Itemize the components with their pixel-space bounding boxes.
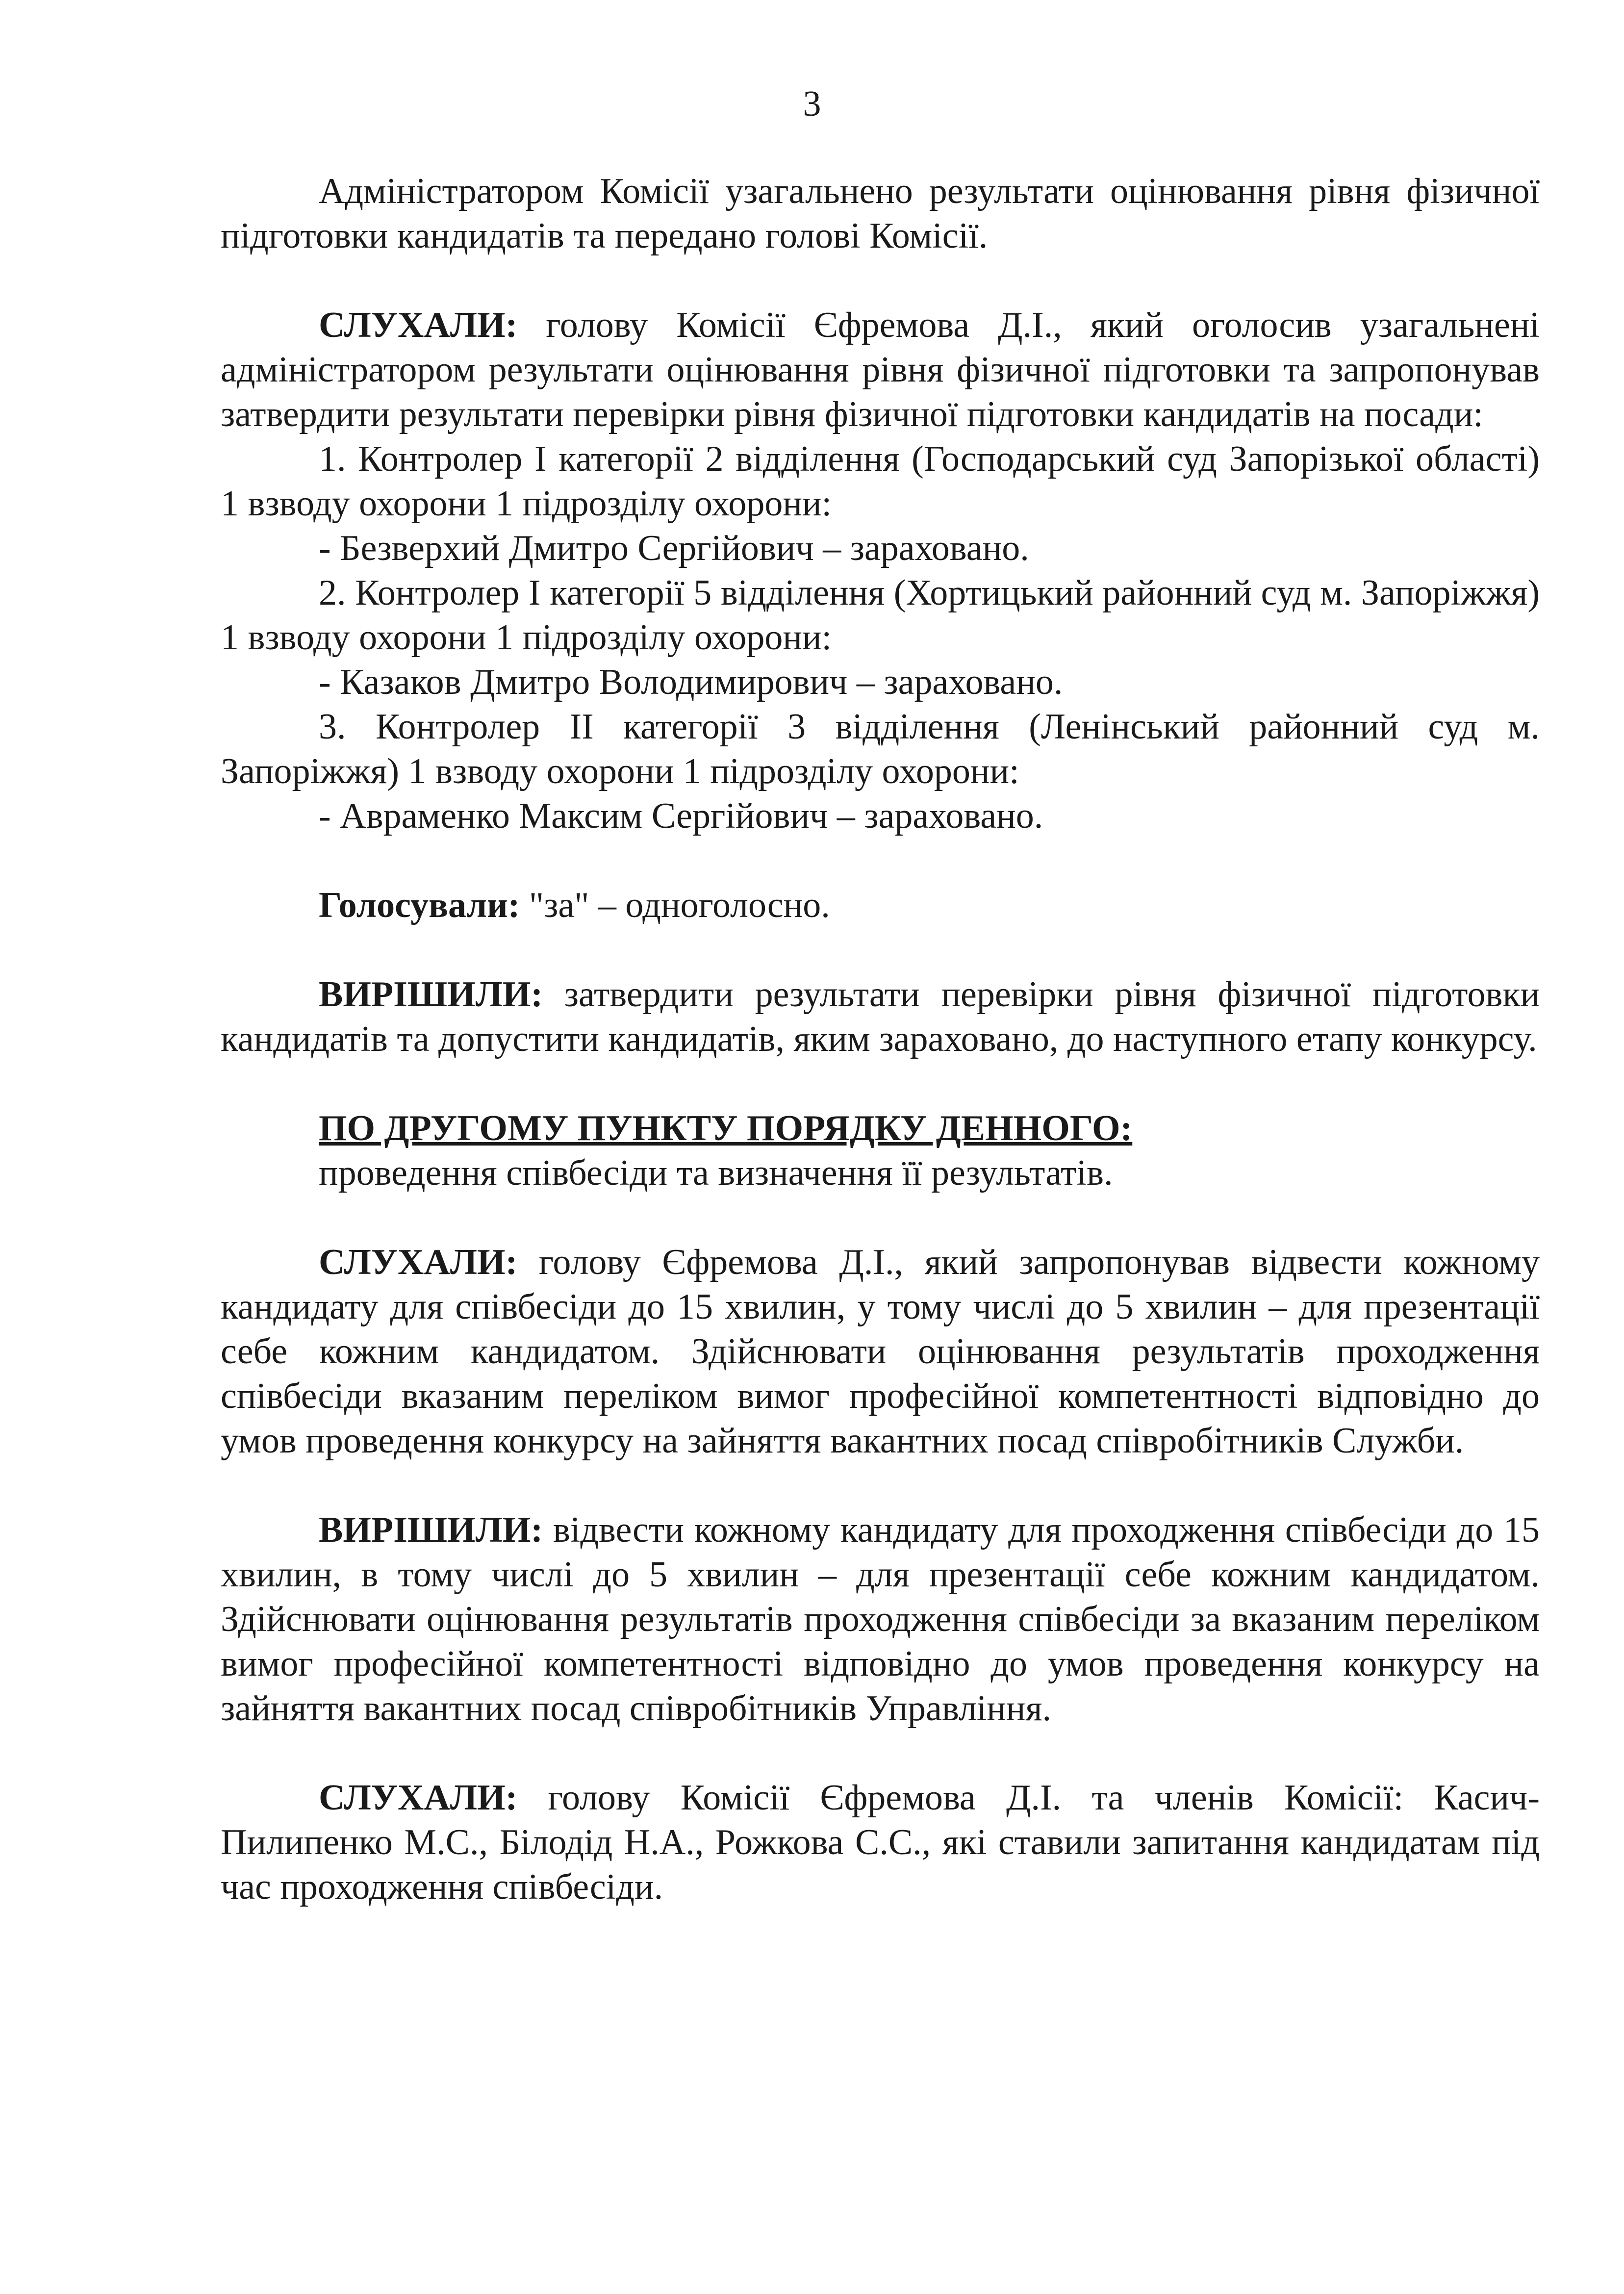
paragraph-heard-2 xyxy=(221,1240,1540,1463)
list-item-result: - Авраменко Максим Сергійович – зараховано. xyxy=(319,796,1043,836)
label-heard: СЛУХАЛИ: xyxy=(319,305,518,345)
heard-1-text: голову Комісії Єфремова Д.І., який оголосив узагальнені адміністратором результати оцінювання рівня фізичної підготовки та запропонував затвердити результати перевірки рівня фізичної підготовки кандидатів на посади: xyxy=(221,305,1540,434)
list-item-position: 2. Контролер І категорії 5 відділення (Хортицький районний суд м. Запоріжжя) 1 взводу охорони 1 підрозділу охорони: xyxy=(221,573,1540,658)
list-item-result: - Безверхий Дмитро Сергійович – зараховано. xyxy=(319,528,1029,568)
paragraph-heard-3 xyxy=(221,1776,1540,1910)
vote-text: "за" – одноголосно. xyxy=(520,885,830,925)
list-item-position: 3. Контролер ІІ категорії 3 відділення (Ленінський районний суд м. Запоріжжя) 1 взводу охорони 1 підрозділу охорони: xyxy=(221,707,1540,791)
label-vote: Голосували: xyxy=(319,885,520,925)
paragraph-heard-1 xyxy=(221,303,1540,437)
label-decided: ВИРІШИЛИ: xyxy=(319,974,543,1015)
page-number: 3 xyxy=(803,84,821,124)
paragraph-vote xyxy=(221,883,1540,928)
list-item-position: 1. Контролер І категорії 2 відділення (Господарський суд Запорізької області) 1 взводу охорони 1 підрозділу охорони: xyxy=(221,439,1540,524)
label-heard: СЛУХАЛИ: xyxy=(319,1778,518,1818)
document-body xyxy=(221,169,1540,1910)
paragraph-admin-summary: Адміністратором Комісії узагальнено результати оцінювання рівня фізичної підготовки кандидатів та передано голові Комісії. xyxy=(221,171,1540,256)
agenda-text: проведення співбесіди та визначення її результатів. xyxy=(319,1153,1113,1193)
paragraph-decided-2 xyxy=(221,1508,1540,1731)
list-item-result: - Казаков Дмитро Володимирович – зараховано. xyxy=(319,662,1063,702)
decided-1-text: затвердити результати перевірки рівня фізичної підготовки кандидатів та допустити кандидатів, яким зараховано, до наступного етапу конкурсу. xyxy=(221,974,1540,1059)
heard-3-text: голову Комісії Єфремова Д.І. та членів Комісії: Касич-Пилипенко М.С., Білодід Н.А., Рожкова С.С., які ставили запитання кандидатам під час проходження співбесіди. xyxy=(221,1778,1540,1907)
paragraph-decided-1 xyxy=(221,972,1540,1062)
heard-2-text: голову Єфремова Д.І., який запропонував відвести кожному кандидату для співбесіди до 15 хвилин, у тому числі до 5 хвилин – для презентації себе кожним кандидатом. Здійснювати оцінювання результатів проходження співбесіди вказаним переліком вимог професійної компетентності відповідно до умов проведення конкурсу на зайняття вакантних посад співробітників Служби. xyxy=(221,1242,1540,1461)
label-heard: СЛУХАЛИ: xyxy=(319,1242,518,1282)
agenda-heading: ПО ДРУГОМУ ПУНКТУ ПОРЯДКУ ДЕННОГО: xyxy=(319,1108,1133,1148)
label-decided: ВИРІШИЛИ: xyxy=(319,1510,543,1550)
decided-2-text: відвести кожному кандидату для проходження співбесіди до 15 хвилин, в тому числі до 5 хвилин – для презентації себе кожним кандидатом. Здійснювати оцінювання результатів проходження співбесіди за вказаним переліком вимог професійної компетентності відповідно до умов проведення конкурсу на зайняття вакантних посад співробітників Управління. xyxy=(221,1510,1540,1729)
